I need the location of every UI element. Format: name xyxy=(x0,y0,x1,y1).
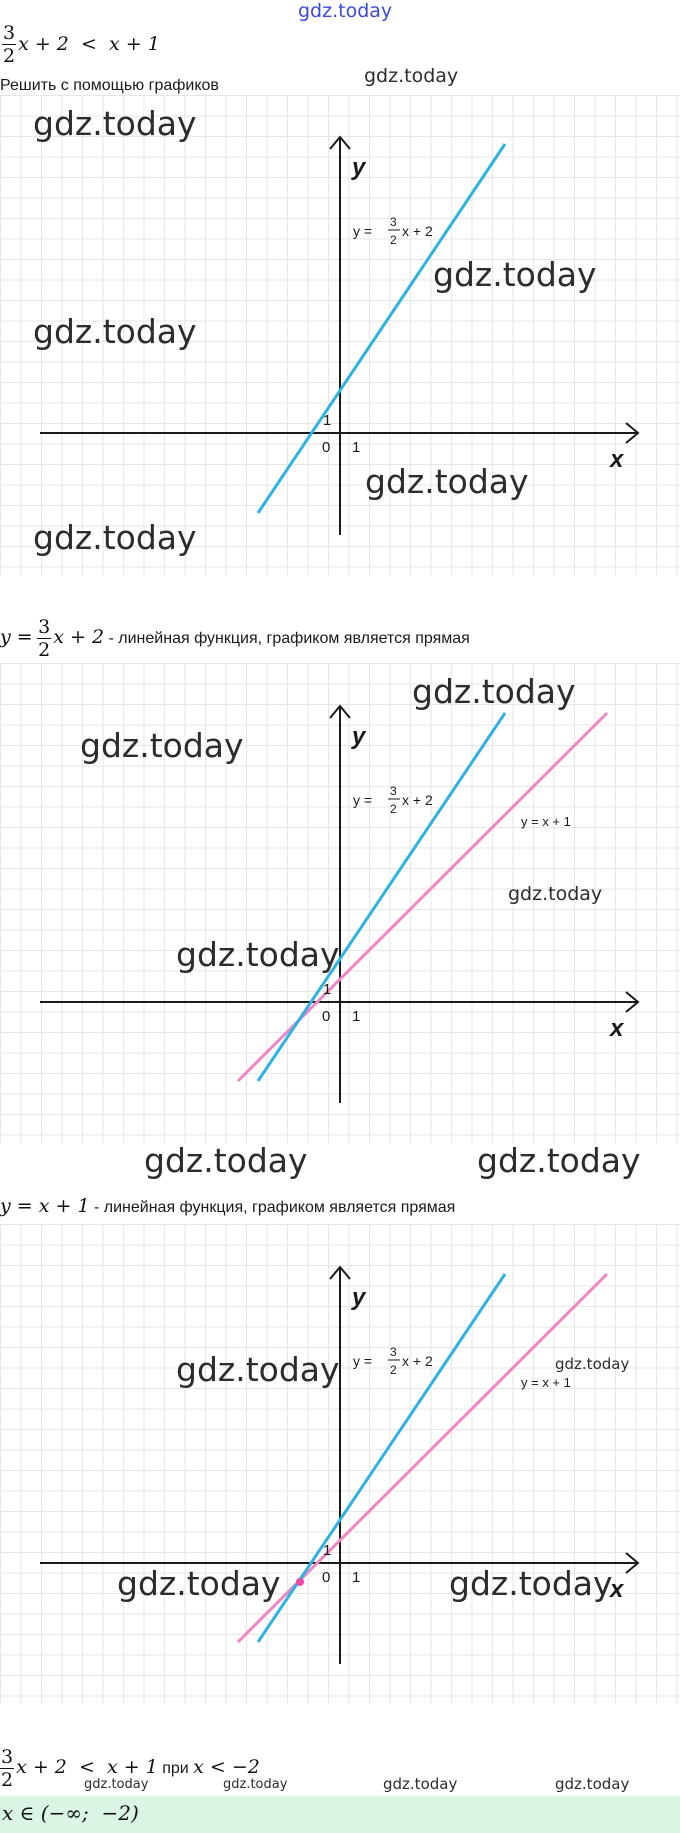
origin-label: 0 xyxy=(322,1569,331,1586)
line1-label-suffix: x + 2 xyxy=(402,792,433,808)
section2-fraction xyxy=(37,618,51,660)
conclusion-fraction xyxy=(0,1748,14,1790)
line1-label-num: 3 xyxy=(390,1345,397,1359)
line2-label: y = x + 1 xyxy=(521,1375,571,1390)
section3-caption xyxy=(0,1195,455,1217)
fraction-numerator: 3 xyxy=(1,1746,14,1768)
fraction xyxy=(2,24,16,66)
watermark-top: gdz.today xyxy=(298,0,393,22)
inequality-title xyxy=(2,24,160,66)
unit-y-label: 1 xyxy=(323,981,332,998)
axis-x-label: x xyxy=(610,1015,624,1042)
axis-y-label: y xyxy=(352,1284,366,1311)
line1-label-den: 2 xyxy=(390,233,397,247)
watermark: gdz.today xyxy=(84,1777,149,1792)
line2-label: y = x + 1 xyxy=(521,814,571,829)
watermark: gdz.today xyxy=(80,726,244,765)
fraction-denominator: 2 xyxy=(1,1769,14,1791)
watermark: gdz.today xyxy=(412,672,576,711)
axis-x-label: x xyxy=(610,1576,624,1603)
watermark: gdz.today xyxy=(364,65,459,87)
fraction-numerator: 3 xyxy=(38,616,51,638)
line-y-3-2x-plus-2 xyxy=(258,144,505,513)
unit-y-label: 1 xyxy=(323,412,332,429)
watermark: gdz.today xyxy=(223,1777,288,1792)
axis-x-label: x xyxy=(610,446,624,473)
line-y-3-2x-plus-2 xyxy=(258,713,505,1081)
conclusion-math-right: x < −2 xyxy=(193,1756,260,1779)
conclusion-math-left: x + 2 < x + 1 xyxy=(16,1756,158,1779)
graph-3 xyxy=(0,1224,680,1704)
watermark: gdz.today xyxy=(365,462,529,501)
line1-label-prefix: y = xyxy=(353,1353,373,1369)
axis-y-label: y xyxy=(352,723,366,750)
conclusion-text: при xyxy=(157,1760,194,1778)
watermark: gdz.today xyxy=(33,518,197,557)
intersection-point xyxy=(296,1578,304,1586)
fraction-numerator: 3 xyxy=(3,22,16,44)
line1-label-prefix: y = xyxy=(353,792,373,808)
watermark: gdz.today xyxy=(477,1141,641,1180)
watermark: gdz.today xyxy=(449,1564,613,1603)
section2-caption xyxy=(0,618,470,660)
watermark: gdz.today xyxy=(433,255,597,294)
unit-y-label: 1 xyxy=(323,1542,332,1559)
section2-text: - линейная функция, графиком является прямая xyxy=(104,630,470,648)
section3-math: y = x + 1 xyxy=(0,1195,90,1217)
watermark: gdz.today xyxy=(176,1350,340,1389)
watermark: gdz.today xyxy=(117,1564,281,1603)
watermark: gdz.today xyxy=(176,935,340,974)
line1-label-den: 2 xyxy=(390,1363,397,1377)
line1-label-prefix: y = xyxy=(353,223,373,239)
line1-label-suffix: x + 2 xyxy=(402,1353,433,1369)
unit-x-label: 1 xyxy=(352,1569,361,1586)
section2-math-rest: x + 2 xyxy=(53,626,105,649)
origin-label: 0 xyxy=(322,1008,331,1025)
answer-text: x ∈ (−∞; −2) xyxy=(2,1801,139,1825)
watermark: gdz.today xyxy=(33,104,197,143)
axis-y-label: y xyxy=(352,154,366,181)
inequality-rest: x + 2 < x + 1 xyxy=(18,33,160,55)
origin-label: 0 xyxy=(322,439,331,456)
line1-label-num: 3 xyxy=(390,215,397,229)
watermark: gdz.today xyxy=(144,1141,308,1180)
fraction-denominator: 2 xyxy=(38,639,51,661)
unit-x-label: 1 xyxy=(352,1008,361,1025)
watermark: gdz.today xyxy=(383,1775,458,1793)
line1-label-suffix: x + 2 xyxy=(402,223,433,239)
unit-x-label: 1 xyxy=(352,439,361,456)
section3-text: - линейная функция, графиком является прямая xyxy=(89,1199,456,1216)
watermark: gdz.today xyxy=(33,312,197,351)
watermark: gdz.today xyxy=(555,1355,630,1373)
subtitle: Решить с помощью графиков xyxy=(0,77,219,94)
line1-label-den: 2 xyxy=(390,802,397,816)
watermark: gdz.today xyxy=(508,883,603,905)
line1-label-num: 3 xyxy=(390,784,397,798)
section2-math-prefix: y = xyxy=(0,626,33,649)
watermark: gdz.today xyxy=(555,1775,630,1793)
fraction-denominator: 2 xyxy=(3,45,16,67)
